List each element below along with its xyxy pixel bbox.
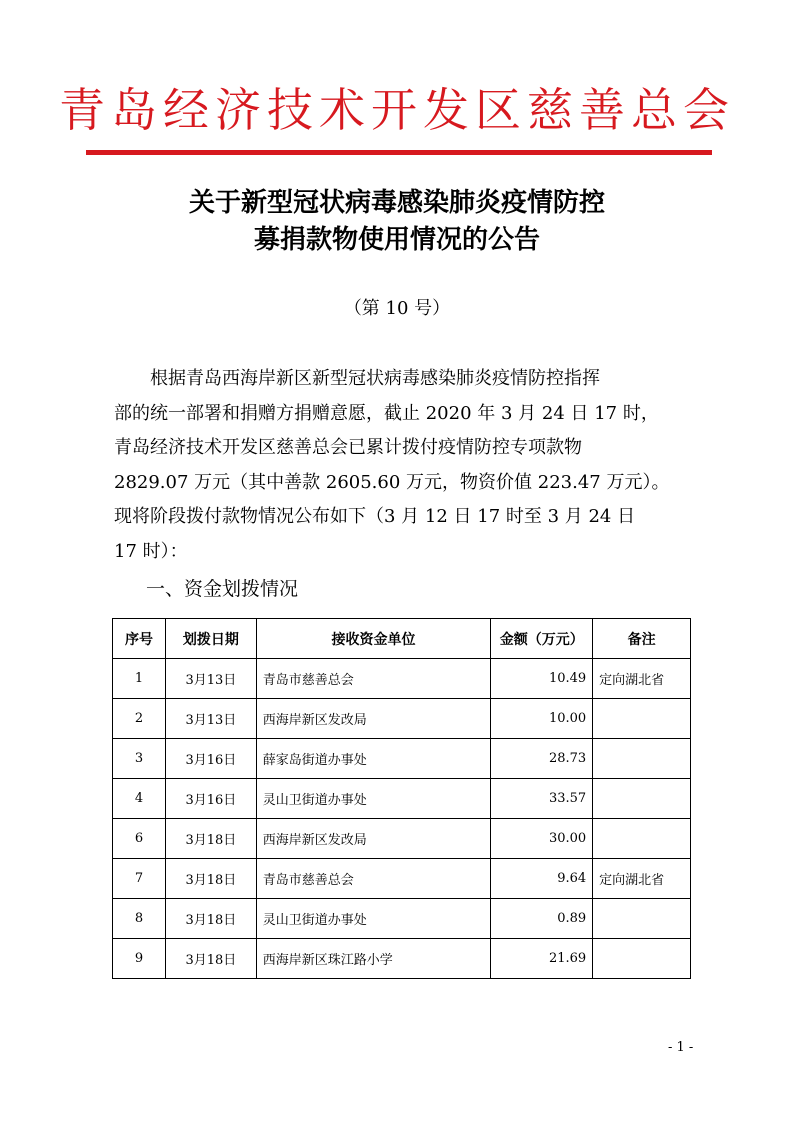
cell-unit: 灵山卫街道办事处 xyxy=(256,779,491,819)
document-title-line1: 关于新型冠状病毒感染肺炎疫情防控 xyxy=(188,188,605,218)
column-header-note: 备注 xyxy=(593,619,691,659)
cell-note xyxy=(593,779,691,819)
paragraph-line: 2829.07 万元（其中善款 2605.60 万元，物资价值 223.47 万元）。 xyxy=(114,471,670,493)
cell-date: 3月13日 xyxy=(165,659,256,699)
cell-seq: 7 xyxy=(113,859,166,899)
red-divider-line xyxy=(86,150,712,155)
cell-unit: 灵山卫街道办事处 xyxy=(256,899,491,939)
cell-amount: 30.00 xyxy=(491,819,593,859)
cell-amount: 0.89 xyxy=(491,899,593,939)
table-row xyxy=(113,819,691,859)
section-heading: 一、资金划拨情况 xyxy=(146,578,299,600)
cell-note: 定向湖北省 xyxy=(593,659,691,699)
cell-amount: 21.69 xyxy=(491,939,593,979)
paragraph-line: 根据青岛西海岸新区新型冠状病毒感染肺炎疫情防控指挥 xyxy=(150,368,600,389)
funds-allocation-table xyxy=(112,618,691,979)
cell-unit: 西海岸新区珠江路小学 xyxy=(256,939,491,979)
column-header-date: 划拨日期 xyxy=(165,619,256,659)
cell-date: 3月16日 xyxy=(165,739,256,779)
cell-unit: 西海岸新区发改局 xyxy=(256,699,491,739)
cell-note xyxy=(593,739,691,779)
column-header-amount: 金额（万元） xyxy=(491,619,593,659)
cell-unit: 西海岸新区发改局 xyxy=(256,819,491,859)
cell-seq: 3 xyxy=(113,739,166,779)
table-row xyxy=(113,939,691,979)
column-header-unit: 接收资金单位 xyxy=(256,619,491,659)
cell-date: 3月18日 xyxy=(165,859,256,899)
table-row xyxy=(113,859,691,899)
cell-note xyxy=(593,899,691,939)
cell-amount: 10.00 xyxy=(491,699,593,739)
cell-amount: 33.57 xyxy=(491,779,593,819)
cell-note xyxy=(593,819,691,859)
page-number: - 1 - xyxy=(668,1040,694,1055)
paragraph-line: 17 时）： xyxy=(114,540,188,562)
cell-seq: 9 xyxy=(113,939,166,979)
cell-unit: 青岛市慈善总会 xyxy=(256,659,491,699)
cell-note xyxy=(593,939,691,979)
cell-unit: 薛家岛街道办事处 xyxy=(256,739,491,779)
cell-date: 3月16日 xyxy=(165,779,256,819)
cell-date: 3月18日 xyxy=(165,899,256,939)
paragraph-line: 部的统一部署和捐赠方捐赠意愿，截止 2020 年 3 月 24 日 17 时， xyxy=(114,402,659,424)
cell-date: 3月13日 xyxy=(165,699,256,739)
cell-amount: 10.49 xyxy=(491,659,593,699)
cell-seq: 4 xyxy=(113,779,166,819)
table-row xyxy=(113,699,691,739)
table-row xyxy=(113,779,691,819)
table-row xyxy=(113,659,691,699)
cell-seq: 1 xyxy=(113,659,166,699)
document-number: （第 10 号） xyxy=(343,298,451,319)
cell-note: 定向湖北省 xyxy=(593,859,691,899)
cell-seq: 8 xyxy=(113,899,166,939)
cell-date: 3月18日 xyxy=(165,939,256,979)
paragraph-line: 现将阶段拨付款物情况公布如下（3 月 12 日 17 时至 3 月 24 日 xyxy=(114,506,636,527)
organization-header: 青岛经济技术开发区慈善总会 xyxy=(59,83,735,137)
cell-unit: 青岛市慈善总会 xyxy=(256,859,491,899)
cell-seq: 2 xyxy=(113,699,166,739)
column-header-seq: 序号 xyxy=(113,619,166,659)
cell-note xyxy=(593,699,691,739)
cell-seq: 6 xyxy=(113,819,166,859)
cell-amount: 28.73 xyxy=(491,739,593,779)
table-row xyxy=(113,899,691,939)
paragraph-line: 青岛经济技术开发区慈善总会已累计拨付疫情防控专项款物 xyxy=(114,437,582,458)
document-title-line2: 募捐款物使用情况的公告 xyxy=(253,225,540,255)
table-row xyxy=(113,739,691,779)
table-header-row xyxy=(113,619,691,659)
body-paragraph xyxy=(114,362,694,569)
cell-date: 3月18日 xyxy=(165,819,256,859)
cell-amount: 9.64 xyxy=(491,859,593,899)
